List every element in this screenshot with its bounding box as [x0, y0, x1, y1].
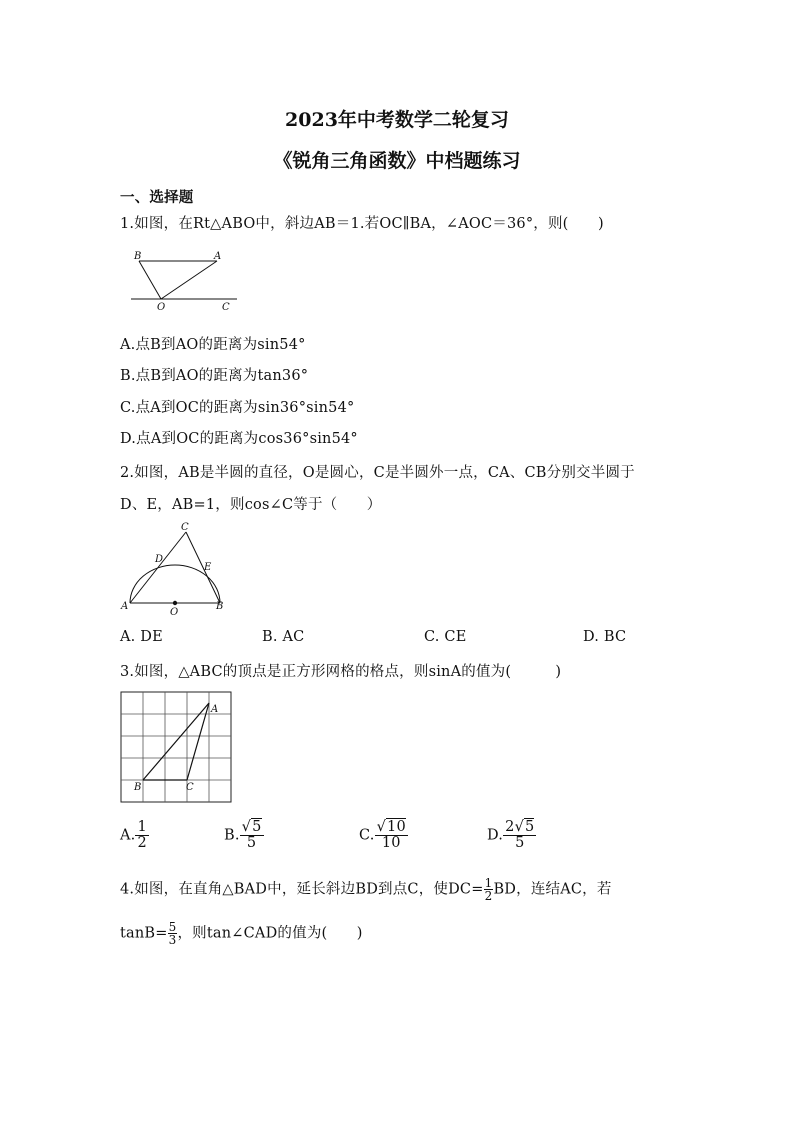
section-heading: 一、选择题 — [120, 189, 194, 206]
question-2-stem-line1: 2.如图，AB是半圆的直径，O是圆心，C是半圆外一点，CA、CB分别交半圆于 — [120, 465, 635, 481]
q1-option-c: C.点A到OC的距离为sin36°sin54° — [120, 400, 355, 416]
question-1-figure — [125, 248, 240, 312]
q2-option-b: B. AC — [262, 629, 305, 645]
question-2-stem-line2: D、E，AB=1，则cos∠C等于（ ） — [120, 497, 382, 513]
q2-label-d: D — [155, 554, 164, 565]
q1-label-b: B — [134, 251, 142, 262]
q2-label-a: A — [121, 601, 129, 612]
q3-option-b: B. $\frac{√5}{5}$ — [224, 819, 262, 852]
question-3-stem: 3.如图，△ABC的顶点是正方形网格的格点，则sinA的值为( ) — [120, 664, 562, 680]
q1-label-a: A — [214, 251, 222, 262]
q1-label-o: O — [157, 302, 166, 312]
q1-label-c: C — [222, 302, 230, 312]
question-3-figure — [119, 690, 233, 804]
q2-option-c: C. CE — [424, 629, 467, 645]
q2-option-d: D. BC — [583, 629, 627, 645]
q1-option-a: A.点B到AO的距离为sin54° — [120, 337, 306, 353]
question-4-stem-line2: tanB= $\frac{5}{3}$ ，则tan∠CAD的值为( ) — [120, 920, 363, 947]
q3-option-a: A. $\frac{1}{2}$ — [120, 819, 147, 852]
q2-label-o: O — [170, 607, 179, 618]
q1-option-b: B.点B到AO的距离为tan36° — [120, 368, 309, 384]
q2-label-b: B — [216, 601, 224, 612]
question-2-figure — [118, 520, 233, 618]
q2-label-e: E — [204, 562, 212, 573]
q3-label-b: B — [134, 782, 142, 793]
question-4-stem-line1: 4.如图，在直角△BAD中，延长斜边BD到点C，使DC= $\frac{1}{2}$ BD，连结AC，若 — [120, 876, 612, 903]
question-1-stem: 1.如图，在Rt△ABO中，斜边AB＝1.若OC∥BA，∠AOC＝36°，则( ) — [120, 216, 604, 232]
q3-option-d: D. $\frac{2√5}{5}$ — [487, 819, 535, 852]
page-title: 2023年中考数学二轮复习 — [285, 109, 509, 131]
q3-label-c: C — [186, 782, 194, 793]
page-subtitle: 《锐角三角函数》中档题练习 — [273, 150, 521, 172]
q3-label-a: A — [211, 704, 219, 715]
q2-option-a: A. DE — [120, 629, 163, 645]
q2-label-c: C — [181, 522, 189, 533]
q3-option-c: C. $\frac{√10}{10}$ — [359, 819, 406, 852]
q1-option-d: D.点A到OC的距离为cos36°sin54° — [120, 431, 358, 447]
